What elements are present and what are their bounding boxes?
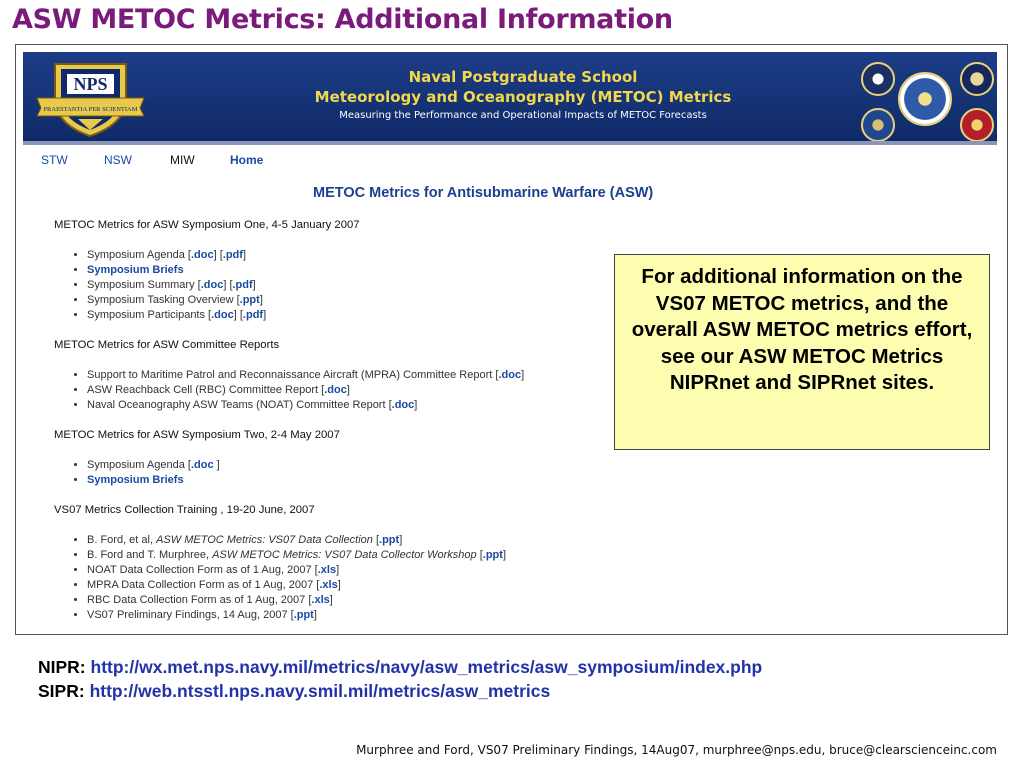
ppt-link[interactable]: .ppt: [239, 294, 260, 306]
pdf-link[interactable]: .pdf: [232, 279, 253, 291]
symposium-briefs-link[interactable]: Symposium Briefs: [87, 264, 184, 276]
banner-school-name: Naval Postgraduate School: [408, 68, 638, 86]
item-title: ASW METOC Metrics: VS07 Data Collector Workshop: [212, 549, 477, 561]
doc-link[interactable]: .doc: [190, 459, 217, 471]
page-heading: METOC Metrics for Antisubmarine Warfare (ASW): [313, 185, 654, 201]
item-label: MPRA Data Collection Form as of 1 Aug, 2007: [87, 579, 314, 591]
doc-link[interactable]: .doc: [391, 399, 415, 411]
doc-link[interactable]: .doc: [200, 279, 224, 291]
item-label: ASW Reachback Cell (RBC) Committee Report: [87, 384, 319, 396]
list-item: • Symposium Tasking Overview [.ppt]: [87, 293, 266, 308]
item-label: Symposium Summary: [87, 279, 195, 291]
pdf-link[interactable]: .pdf: [242, 309, 264, 321]
nps-shield-logo: [33, 58, 148, 138]
item-label: Symposium Tasking Overview: [87, 294, 234, 306]
list-item: [87, 473, 220, 488]
item-title: ASW METOC Metrics: VS07 Data Collection: [156, 534, 373, 546]
nipr-label: NIPR:: [38, 657, 86, 677]
list-item: • B. Ford and T. Murphree, ASW METOC Metrics: VS07 Data Collector Workshop [.ppt]: [87, 548, 506, 563]
list-item: [87, 263, 266, 278]
item-label: NOAT Data Collection Form as of 1 Aug, 2007: [87, 564, 312, 576]
item-label: Symposium Agenda: [87, 249, 185, 261]
pdf-link[interactable]: .pdf: [222, 249, 243, 261]
item-label: Support to Maritime Patrol and Reconnaissance Aircraft (MPRA) Committee Report: [87, 369, 493, 381]
site-banner: [23, 52, 997, 141]
xls-link[interactable]: .xls: [317, 564, 337, 576]
nav-stw-link[interactable]: STW: [41, 153, 68, 167]
item-label: VS07 Preliminary Findings, 14 Aug, 2007: [87, 609, 288, 621]
item-label: RBC Data Collection Form as of 1 Aug, 2007: [87, 594, 306, 606]
slide-title: ASW METOC Metrics: Additional Information: [12, 4, 673, 35]
list-item: • Symposium Summary [.doc] [.pdf]: [87, 278, 266, 293]
defense-department-seal-icon: [898, 72, 952, 126]
symposium-two-list: [69, 458, 220, 488]
nav-home-link[interactable]: Home: [230, 153, 264, 167]
symposium-one-list: [69, 248, 266, 323]
sipr-label: SIPR:: [38, 681, 85, 701]
air-force-seal-icon: [861, 108, 895, 142]
item-label: Symposium Agenda: [87, 459, 185, 471]
xls-link[interactable]: .xls: [319, 579, 338, 591]
nav-nsw-link[interactable]: NSW: [104, 153, 132, 167]
nipr-line: [38, 655, 762, 679]
ppt-link[interactable]: .ppt: [482, 549, 503, 561]
list-item: • ASW Reachback Cell (RBC) Committee Report [.doc]: [87, 383, 524, 398]
list-item: • Symposium Participants [.doc] [.pdf]: [87, 308, 266, 323]
section-title-committee-reports: METOC Metrics for ASW Committee Reports: [54, 339, 280, 351]
list-item: • B. Ford, et al, ASW METOC Metrics: VS07 Data Collection [.ppt]: [87, 533, 506, 548]
navy-seal-icon: [960, 62, 994, 96]
banner-program-name: Meteorology and Oceanography (METOC) Metrics: [314, 88, 732, 106]
item-authors: B. Ford, et al,: [87, 534, 154, 546]
list-item: • RBC Data Collection Form as of 1 Aug, 2007 [.xls]: [87, 593, 506, 608]
item-label: Naval Oceanography ASW Teams (NOAT) Committee Report: [87, 399, 386, 411]
list-item: • VS07 Preliminary Findings, 14 Aug, 2007 [.ppt]: [87, 608, 506, 623]
committee-reports-list: [69, 368, 524, 413]
doc-link[interactable]: .doc: [190, 249, 214, 261]
list-item: • NOAT Data Collection Form as of 1 Aug, 2007 [.xls]: [87, 563, 506, 578]
site-urls: [38, 655, 762, 703]
shield-motto: PRAESTANTIA PER SCIENTIAM: [43, 106, 138, 113]
symposium-briefs-link[interactable]: Symposium Briefs: [87, 474, 184, 486]
sipr-url-link[interactable]: http://web.ntsstl.nps.navy.smil.mil/metrics/asw_metrics: [89, 681, 551, 701]
list-item: • Symposium Agenda [.doc ]: [87, 458, 220, 473]
banner-tagline: Measuring the Performance and Operational Impacts of METOC Forecasts: [339, 110, 707, 121]
callout-note: For additional information on the VS07 METOC metrics, and the overall ASW METOC metrics effort, see our ASW METOC Metrics NIPRnet and SIPRnet sites.: [614, 254, 990, 450]
section-title-symposium-one: METOC Metrics for ASW Symposium One, 4-5 January 2007: [54, 219, 360, 231]
ppt-link[interactable]: .ppt: [293, 609, 314, 621]
slide-footer: Murphree and Ford, VS07 Preliminary Findings, 14Aug07, murphree@nps.edu, bruce@clearscienceinc.com: [356, 743, 997, 757]
item-authors: B. Ford and T. Murphree,: [87, 549, 210, 561]
list-item: • MPRA Data Collection Form as of 1 Aug, 2007 [.xls]: [87, 578, 506, 593]
shield-text: NPS: [73, 74, 108, 94]
list-item: • Symposium Agenda [.doc] [.pdf]: [87, 248, 266, 263]
marine-corps-seal-icon: [960, 108, 994, 142]
banner-divider: [23, 141, 997, 145]
banner-title-block: [313, 68, 733, 121]
sipr-line: [38, 679, 762, 703]
doc-link[interactable]: .doc: [498, 369, 522, 381]
list-item: • Naval Oceanography ASW Teams (NOAT) Committee Report [.doc]: [87, 398, 524, 413]
item-label: Symposium Participants: [87, 309, 205, 321]
section-title-collection-training: VS07 Metrics Collection Training , 19-20 June, 2007: [54, 504, 315, 516]
nav-miw-link[interactable]: MIW: [170, 153, 195, 167]
nipr-url-link[interactable]: http://wx.met.nps.navy.mil/metrics/navy/asw_metrics/asw_symposium/index.php: [90, 657, 763, 677]
doc-link[interactable]: .doc: [211, 309, 234, 321]
list-item: • Support to Maritime Patrol and Reconnaissance Aircraft (MPRA) Committee Report [.doc]: [87, 368, 524, 383]
xls-link[interactable]: .xls: [311, 594, 330, 606]
collection-training-list: [69, 533, 506, 623]
doc-link[interactable]: .doc: [324, 384, 347, 396]
section-title-symposium-two: METOC Metrics for ASW Symposium Two, 2-4 May 2007: [54, 429, 340, 441]
army-seal-icon: [861, 62, 895, 96]
ppt-link[interactable]: .ppt: [379, 534, 400, 546]
